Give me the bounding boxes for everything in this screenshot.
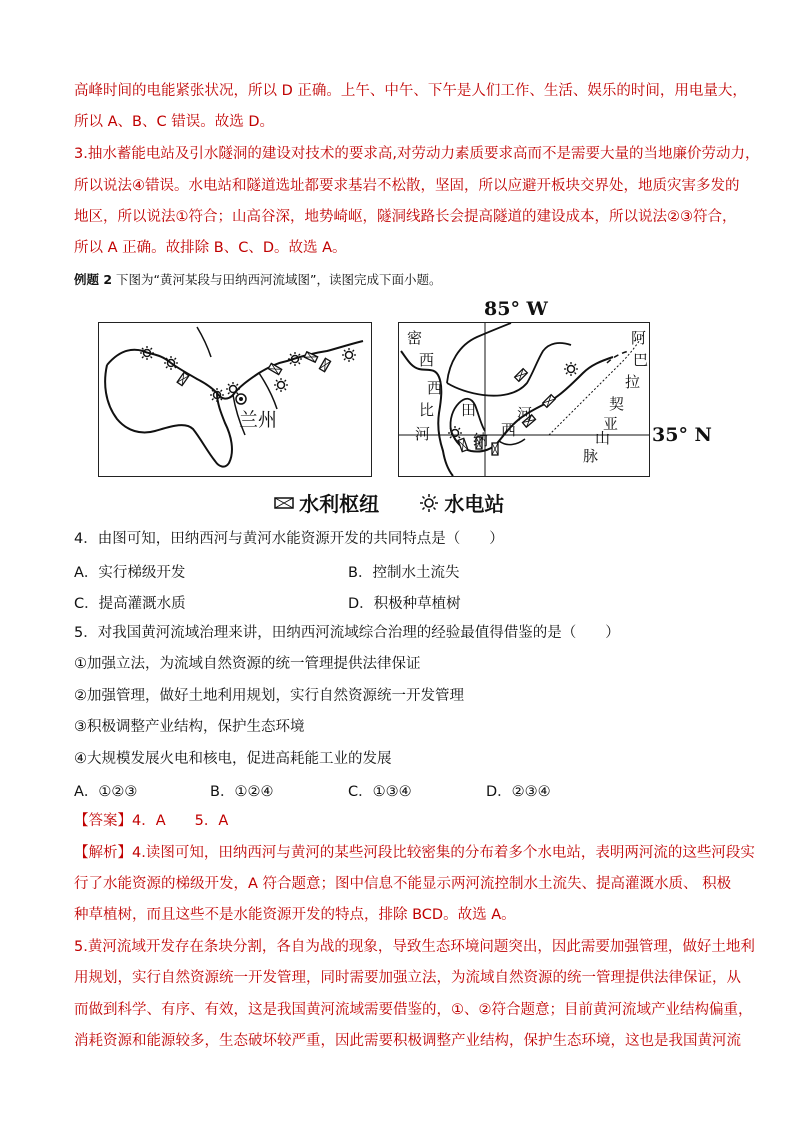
analysis-line: 用规划，实行自然资源统一开发管理，同时需要加强立法，为流域自然资源的统一管理提供法律保证，从 (74, 970, 741, 986)
example-header (74, 270, 442, 290)
analysis-line: 消耗资源和能源较多，生态破坏较严重，因此需要积极调整产业结构，保护生态环境，这也是我国黄河流 (74, 1033, 741, 1049)
prev-explanation-line: 所以说法④错误。水电站和隧道选址都要求基岩不松散，坚固，所以应避开板块交界处，地质灾害多发的 (74, 178, 740, 194)
map-legend (274, 488, 504, 516)
analysis-line: 【解析】4.读图可知，田纳西河与黄河的某些河段比较密集的分布着多个水电站，表明两河流的这些河段实 (74, 845, 755, 861)
analysis-line: 5.黄河流域开发存在条块分割，各自为战的现象，导致生态环境问题突出，因此需要加强管理，做好土地利 (74, 939, 755, 955)
answer-tag: 【答案】 (74, 813, 132, 829)
dam-icon (458, 438, 468, 451)
q5-option-a[interactable]: A．①②③ (74, 784, 138, 800)
example-label: 例题 2 (74, 272, 113, 287)
prev-explanation-line: 所以 A 正确。故排除 B、C、D。故选 A。 (74, 240, 347, 256)
q5-item: ④大规模发展火电和核电，促进高耗能工业的发展 (74, 751, 392, 767)
q4-stem: 4．由图可知，田纳西河与黄河水能资源开发的共同特点是（ ） (74, 531, 504, 547)
dam-icon (177, 372, 189, 385)
q5-item: ②加强管理，做好土地利用规划，实行自然资源统一开发管理 (74, 688, 464, 704)
q4-option-a[interactable]: A．实行梯级开发 (74, 565, 186, 581)
q5-option-b[interactable]: B．①②④ (210, 784, 274, 800)
yellow-river-drawing (99, 323, 371, 476)
tennessee-char: 西 (501, 421, 517, 439)
appalachian-char: 亚 (603, 415, 619, 433)
dam-icon (492, 443, 498, 455)
prev-explanation-line: 高峰时间的电能紧张状况，所以 D 正确。上午、中午、下午是人们工作、生活、娱乐的时间，用电量大， (74, 83, 747, 99)
q5-item: ③积极调整产业结构，保护生态环境 (74, 719, 305, 735)
dam-icon (268, 363, 281, 374)
latitude-label: 35° N (652, 424, 712, 446)
prev-explanation-line: 3.抽水蓄能电站及引水隧洞的建设对技术的要求高,对劳动力素质要求高而不是需要大量的当地廉价劳动力， (74, 146, 760, 162)
analysis-tag: 【解析】 (74, 845, 132, 861)
appalachian-char: 山 (595, 429, 611, 447)
tennessee-char: 田 (461, 401, 477, 419)
tennessee-char: 纳 (473, 431, 489, 449)
mississippi-char: 密 (407, 329, 423, 347)
dam-legend-icon (274, 496, 294, 510)
example-text: 下图为“黄河某段与田纳西河流域图”，读图完成下面小题。 (116, 272, 442, 287)
lanzhou-label: 兰州 (239, 409, 278, 431)
q4-option-c[interactable]: C．提高灌溉水质 (74, 596, 186, 612)
q5-stem: 5．对我国黄河流域治理来讲，田纳西河流域综合治理的经验最值得借鉴的是（ ） (74, 625, 620, 641)
legend-dam-label: 水利枢纽 (299, 492, 380, 516)
dam-icon (543, 395, 556, 408)
yellow-river-map (98, 322, 372, 477)
dam-icon (319, 358, 330, 371)
appalachian-char: 巴 (633, 351, 649, 369)
analysis-line: 种草植树，而且这些不是水能资源开发的特点，排除 BCD。故选 A。 (74, 907, 516, 923)
hydropower-station-icon (342, 348, 356, 362)
appalachian-char: 拉 (625, 373, 641, 391)
legend-station-label: 水电站 (444, 492, 505, 516)
q5-item: ①加强立法，为流域自然资源的统一管理提供法律保证 (74, 656, 421, 672)
q5-option-c[interactable]: C．①③④ (348, 784, 412, 800)
lanzhou-city-icon (236, 394, 246, 404)
mississippi-char: 河 (415, 425, 431, 443)
tennessee-river-map (398, 322, 650, 477)
tennessee-char: 河 (517, 405, 533, 423)
appalachian-char: 阿 (631, 329, 647, 347)
q4-option-b[interactable]: B．控制水土流失 (348, 565, 460, 581)
hydropower-station-icon (564, 362, 578, 376)
hydropower-legend-icon (419, 493, 439, 513)
yellow-river-loop (105, 365, 232, 467)
appalachian-char: 契 (609, 395, 625, 413)
mississippi-char: 西 (419, 351, 435, 369)
q5-option-d[interactable]: D．②③④ (486, 784, 551, 800)
answer-line (74, 811, 228, 831)
analysis-line: 行了水能资源的梯级开发，A 符合题意；图中信息不能显示两河流控制水土流失、提高灌溉水质、 积极 (74, 876, 732, 892)
mississippi-char: 比 (419, 401, 435, 419)
q4-option-d[interactable]: D．积极种草植树 (348, 596, 461, 612)
dam-icon (515, 369, 528, 382)
prev-explanation-line: 所以 A、B、C 错误。故选 D。 (74, 114, 274, 130)
analysis-line: 而做到科学、有序、有效，这是我国黄河流域需要借鉴的，①、②符合题意；目前黄河流域产业结构偏重， (74, 1002, 753, 1018)
hydropower-station-icon (274, 378, 288, 392)
longitude-label: 85° W (484, 298, 548, 320)
answer-text: 4．A 5．A (132, 813, 229, 829)
appalachian-char: 脉 (583, 447, 599, 465)
prev-explanation-line: 地区，所以说法①符合；山高谷深，地势崎岖，隧洞线路长会提高隧道的建设成本，所以说法②③符合， (74, 209, 737, 225)
mississippi-char: 西 (427, 379, 443, 397)
